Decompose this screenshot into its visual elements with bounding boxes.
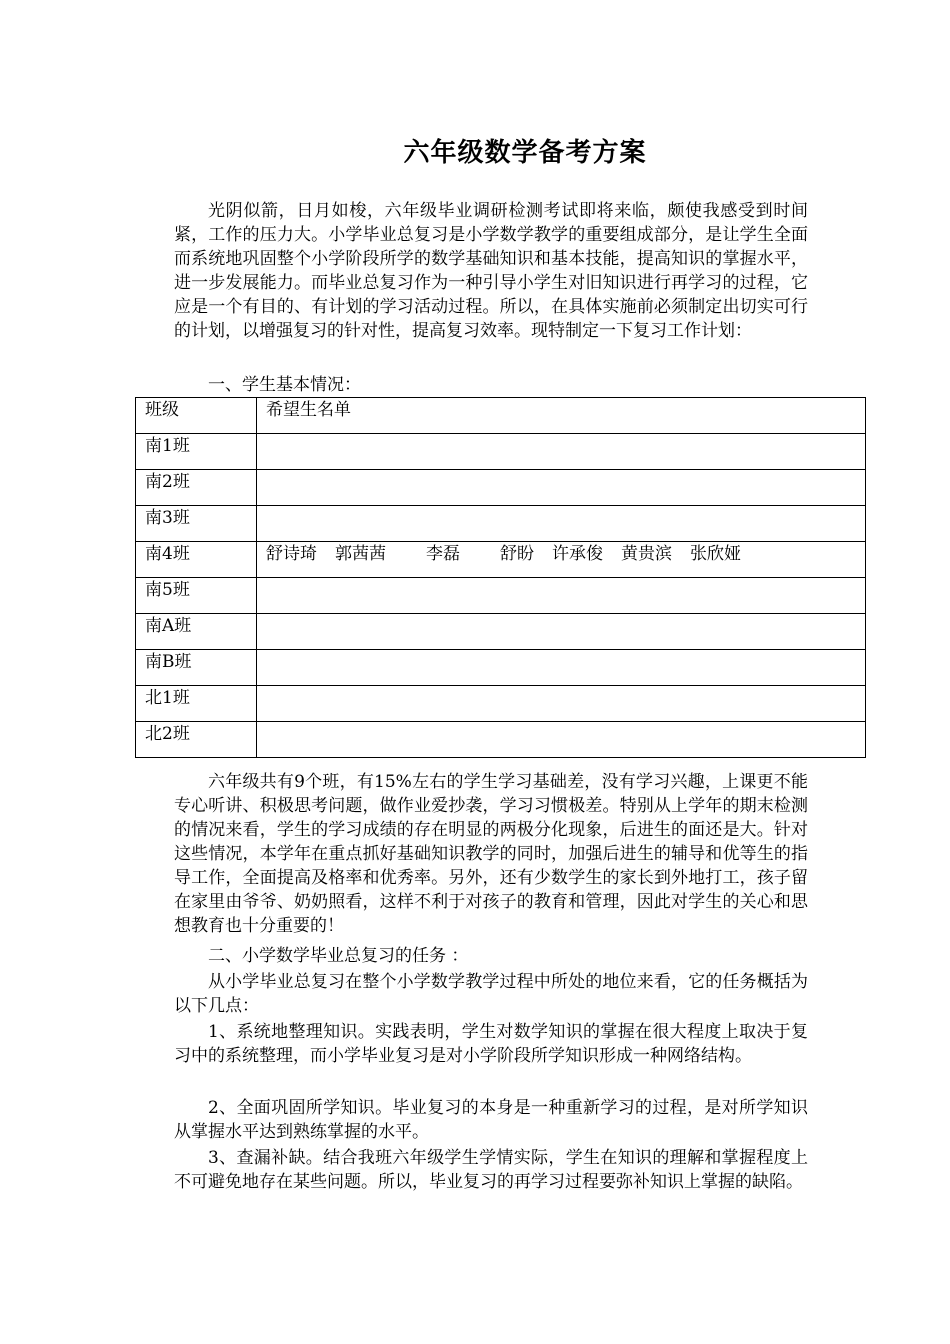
table-row (136, 686, 866, 722)
task-2: 2、全面巩固所学知识。毕业复习的本身是一种重新学习的过程，是对所学知识从掌握水平达到熟练掌握的水平。 (174, 1098, 808, 1142)
class-cell: 南B班 (136, 650, 257, 686)
table-row (136, 722, 866, 758)
student-name: 舒诗琦 (266, 544, 317, 564)
class-cell: 南A班 (136, 614, 257, 650)
section2-heading: 二、小学数学毕业总复习的任务 ： (208, 946, 469, 966)
student-table (135, 397, 866, 758)
task-3: 3、查漏补缺。结合我班六年级学生学情实际，学生在知识的理解和掌握程度上不可避免地存在某些问题。所以，毕业复习的再学习过程要弥补知识上掌握的缺陷。 (174, 1148, 808, 1192)
names-cell (257, 614, 866, 650)
table-row (136, 470, 866, 506)
student-name: 黄贵滨 (621, 544, 672, 564)
names-cell (257, 542, 866, 578)
names-cell (257, 686, 866, 722)
table-row (136, 434, 866, 470)
task-1: 1、系统地整理知识。实践表明，学生对数学知识的掌握在很大程度上取决于复习中的系统整理，而小学毕业复习是对小学阶段所学知识形成一种网络结构。 (174, 1022, 808, 1066)
table-row (136, 578, 866, 614)
names-cell (257, 722, 866, 758)
student-name: 郭茜茜 (335, 544, 386, 564)
class-cell: 北1班 (136, 686, 257, 722)
class-cell: 南2班 (136, 470, 257, 506)
student-name: 张欣娅 (690, 544, 741, 564)
document-title: 六年级数学备考方案 (403, 138, 647, 168)
class-cell: 南5班 (136, 578, 257, 614)
situation-paragraph: 六年级共有9个班，有15%左右的学生学习基础差，没有学习兴趣，上课更不能专心听讲、积极思考问题，做作业爱抄袭，学习习惯极差。特别从上学年的期末检测的情况来看，学生的学习成绩的存在明显的两极分化现象，后进生的面还是大。针对这些情况，本学年在重点抓好基础知识教学的同时，加强后进生的辅导和优等生的指导工作，全面提高及格率和优秀率。另外，还有少数学生的家长到外地打工，孩子留在家里由爷爷、奶奶照看，这样不利于对孩子的教育和管理，因此对学生的关心和思想教育也十分重要的！ (174, 772, 808, 936)
header-names: 希望生名单 (257, 398, 866, 434)
class-cell: 北2班 (136, 722, 257, 758)
table-row (136, 542, 866, 578)
class-cell: 南3班 (136, 506, 257, 542)
table-row (136, 650, 866, 686)
table-row (136, 614, 866, 650)
class-cell: 南1班 (136, 434, 257, 470)
header-class: 班级 (136, 398, 257, 434)
names-cell (257, 578, 866, 614)
student-name: 舒盼 (500, 544, 534, 564)
names-cell (257, 650, 866, 686)
names-cell (257, 506, 866, 542)
intro-paragraph: 光阴似箭，日月如梭，六年级毕业调研检测考试即将来临，颇使我感受到时间紧，工作的压力大。小学毕业总复习是小学数学教学的重要组成部分，是让学生全面而系统地巩固整个小学阶段所学的数学基础知识和基本技能，提高知识的掌握水平，进一步发展能力。而毕业总复习作为一种引导小学生对旧知识进行再学习的过程，它应是一个有目的、有计划的学习活动过程。所以，在具体实施前必须制定出切实可行的计划，以增强复习的针对性，提高复习效率。现特制定一下复习工作计划： (174, 201, 808, 341)
section1-heading: 一、学生基本情况： (208, 375, 361, 395)
names-cell (257, 470, 866, 506)
table-header-row (136, 398, 866, 434)
task-intro-paragraph: 从小学毕业总复习在整个小学数学教学过程中所处的地位来看，它的任务概括为以下几点： (174, 972, 808, 1016)
class-cell: 南4班 (136, 542, 257, 578)
names-cell (257, 434, 866, 470)
table-row (136, 506, 866, 542)
student-name: 许承俊 (552, 544, 603, 564)
student-name: 李磊 (426, 544, 460, 564)
